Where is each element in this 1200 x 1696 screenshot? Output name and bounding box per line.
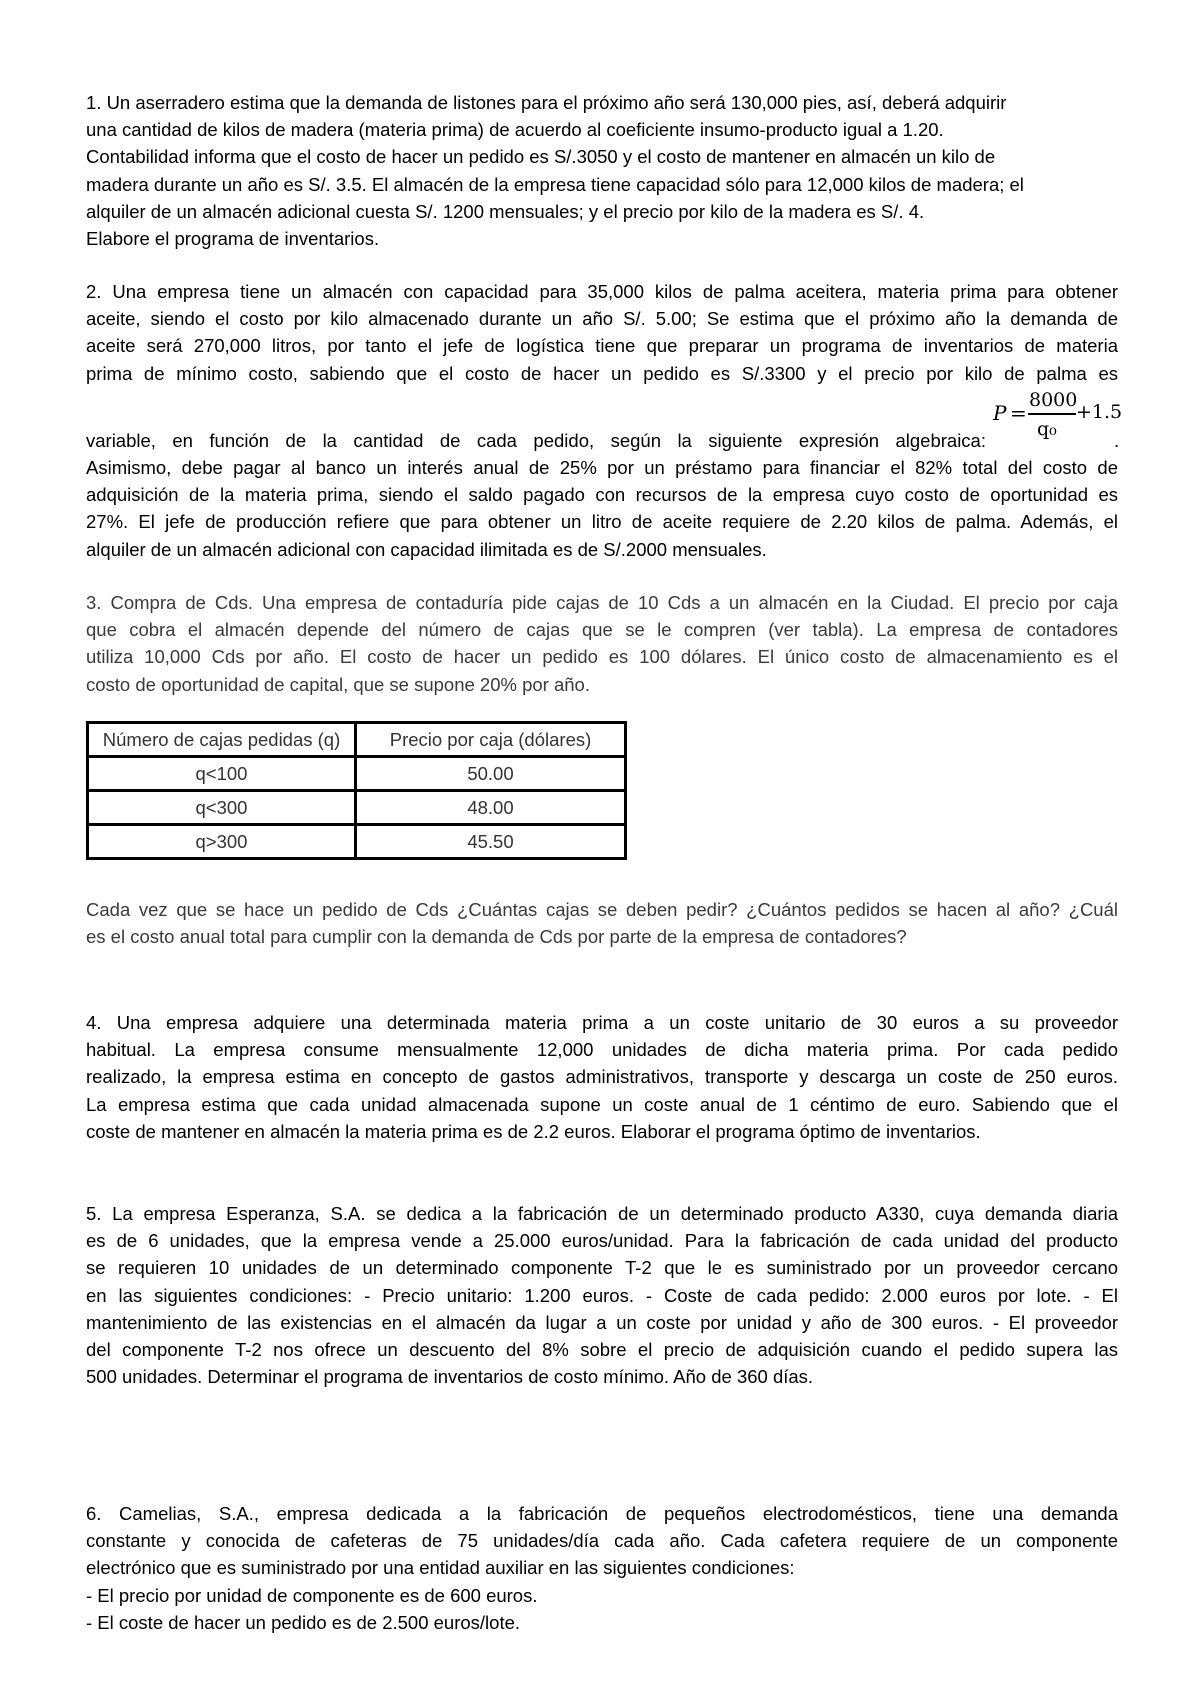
text-line: 3. Compra de Cds. Una empresa de contaduría pide cajas de 10 Cds a un almacén en la Ciudad. El precio por caja — [86, 592, 1118, 613]
table-cell: 50.00 — [356, 757, 626, 791]
text-line: utiliza 10,000 Cds por año. El costo de hacer un pedido es 100 dólares. El único costo de almacenamiento es el — [86, 646, 1118, 668]
problem-2-formula-line — [86, 427, 986, 454]
table-header-row — [88, 723, 626, 757]
text-line: 6. Camelias, S.A., empresa dedicada a la fabricación de pequeños electrodomésticos, tiene una demanda — [86, 1503, 1118, 1524]
formula-p: P — [993, 401, 1007, 425]
text-line: 27%. El jefe de producción refiere que para obtener un litro de aceite requiere de 2.20 kilos de palma. Además, el — [86, 511, 1118, 533]
text-line: se requieren 10 unidades de un determinado componente T-2 que le es suministrado por un proveedor cercano — [86, 1257, 1118, 1279]
formula-equals: = — [1010, 401, 1027, 425]
text-line: Contabilidad informa que el costo de hacer un pedido es S/.3050 y el costo de mantener en almacén un kilo de — [86, 146, 996, 168]
text-line: Elabore el programa de inventarios. — [86, 228, 380, 250]
text-line: es el costo anual total para cumplir con la demanda de Cds por parte de la empresa de contadores? — [86, 926, 907, 948]
text-line: La empresa estima que cada unidad almacenada supone un coste anual de 1 céntimo de euro. Sabiendo que el — [86, 1093, 1118, 1115]
text-line: prima de mínimo costo, sabiendo que el costo de hacer un pedido es S/.3300 y el precio por kilo de palma es — [86, 362, 1118, 384]
table-row — [88, 757, 626, 791]
text-line: alquiler de un almacén adicional con capacidad ilimitada es de S/.2000 mensuales. — [86, 538, 767, 560]
formula-numerator: 8000 — [1029, 389, 1078, 411]
text-line: constante y conocida de cafeteras de 75 unidades/día cada año. Cada cafetera requiere de un componente — [86, 1530, 1118, 1552]
text-line: electrónico que es suministrado por una entidad auxiliar en las siguientes condiciones: — [86, 1557, 795, 1579]
text-line: 4. Una empresa adquiere una determinada materia prima a un coste unitario de 30 euros a su proveedor — [86, 1012, 1118, 1033]
text-line: del componente T-2 nos ofrece un descuento del 8% sobre el precio de adquisición cuando el pedido supera las — [86, 1339, 1118, 1361]
problem-2-cont — [86, 454, 1118, 563]
problem-3 — [86, 589, 1118, 698]
text-line: 1. Un aserradero estima que la demanda de listones para el próximo año será 130,000 pies, así, deberá adquirir — [86, 92, 1007, 113]
table-cell: 45.50 — [356, 825, 626, 859]
table-cell: q>300 — [88, 825, 356, 859]
formula-period: . — [1114, 430, 1120, 451]
table-cell: q<300 — [88, 791, 356, 825]
text-line: habitual. La empresa consume mensualmente 12,000 unidades de dicha materia prima. Por cada pedido — [86, 1039, 1118, 1061]
table-row — [88, 791, 626, 825]
text-line: Cada vez que se hace un pedido de Cds ¿Cuántas cajas se deben pedir? ¿Cuántos pedidos se hacen al año? ¿Cuál — [86, 899, 1118, 920]
formula-plus: +1.5 — [1076, 401, 1123, 423]
text-line: - El precio por unidad de componente es de 600 euros. — [86, 1584, 538, 1606]
text-line: coste de mantener en almacén la materia prima es de 2.2 euros. Elaborar el programa óptimo de inventarios. — [86, 1120, 981, 1142]
text-line: 5. La empresa Esperanza, S.A. se dedica a la fabricación de un determinado producto A330, cuya demanda diaria — [86, 1203, 1118, 1224]
table-header-cell: Número de cajas pedidas (q) — [88, 723, 356, 757]
text-line: mantenimiento de las existencias en el almacén da lugar a un coste por unidad y año de 300 euros. - El proveedor — [86, 1311, 1118, 1333]
text-line: aceite será 270,000 litros, por tanto el jefe de logística tiene que preparar un programa de inventarios de materia — [86, 335, 1118, 357]
table-header-cell: Precio por caja (dólares) — [356, 723, 626, 757]
text-line: 500 unidades. Determinar el programa de inventarios de costo mínimo. Año de 360 días. — [86, 1366, 814, 1388]
text-line: realizado, la empresa estima en concepto de gastos administrativos, transporte y descarga un coste de 250 euros. — [86, 1066, 1118, 1088]
text-line: Asimismo, debe pagar al banco un interés anual de 25% por un préstamo para financiar el 82% total del costo de — [86, 457, 1118, 478]
text-line: 2. Una empresa tiene un almacén con capacidad para 35,000 kilos de palma aceitera, materia prima para obtener — [86, 281, 1118, 302]
text-line: variable, en función de la cantidad de cada pedido, según la siguiente expresión algebraica: — [86, 430, 986, 451]
text-line: que cobra el almacén depende del número de cajas que se le compren (ver tabla). La empresa de contadores — [86, 619, 1118, 641]
price-table — [86, 721, 627, 860]
problem-5 — [86, 1200, 1118, 1390]
text-line: en las siguientes condiciones: - Precio unitario: 1.200 euros. - Coste de cada pedido: 2.000 euros por lote. - El — [86, 1284, 1118, 1306]
problem-3-question — [86, 896, 1118, 950]
text-line: madera durante un año es S/. 3.5. El almacén de la empresa tiene capacidad sólo para 12,000 kilos de madera; el — [86, 173, 1024, 195]
problem-2 — [86, 278, 1118, 387]
text-line: costo de oportunidad de capital, que se supone 20% por año. — [86, 673, 590, 695]
problem-6 — [86, 1500, 1118, 1636]
price-formula — [993, 389, 1123, 445]
fraction-bar — [1028, 413, 1076, 415]
table-row — [88, 825, 626, 859]
problem-1 — [86, 89, 1118, 252]
formula-denominator: q₀ — [1037, 418, 1057, 440]
text-line: es de 6 unidades, que la empresa vende a 25.000 euros/unidad. Para la fabricación de cada unidad del producto — [86, 1230, 1118, 1252]
text-line: - El coste de hacer un pedido es de 2.500 euros/lote. — [86, 1611, 521, 1633]
table-cell: q<100 — [88, 757, 356, 791]
problem-4 — [86, 1009, 1118, 1145]
text-line: una cantidad de kilos de madera (materia prima) de acuerdo al coeficiente insumo-producto igual a 1.20. — [86, 119, 944, 141]
table-cell: 48.00 — [356, 791, 626, 825]
text-line: adquisición de la materia prima, siendo el saldo pagado con recursos de la empresa cuyo costo de oportunidad es — [86, 484, 1118, 506]
text-line: alquiler de un almacén adicional cuesta S/. 1200 mensuales; y el precio por kilo de la madera es S/. 4. — [86, 200, 925, 222]
text-line: aceite, siendo el costo por kilo almacenado durante un año S/. 5.00; Se estima que el próximo año la demanda de — [86, 308, 1118, 330]
